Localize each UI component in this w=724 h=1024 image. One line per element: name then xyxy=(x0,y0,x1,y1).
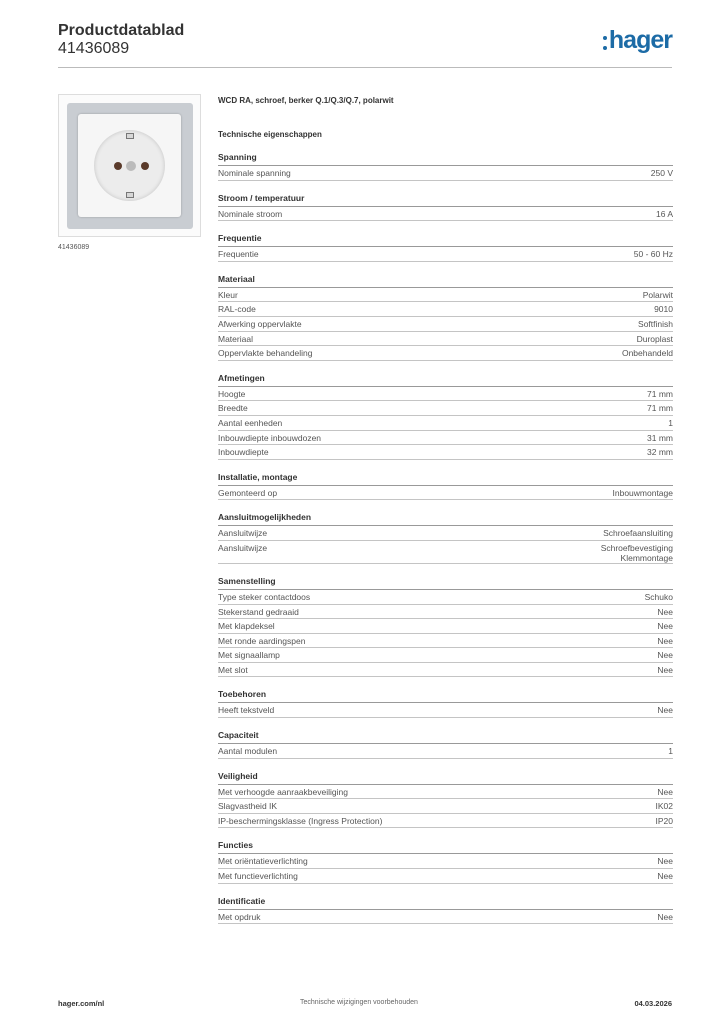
spec-row xyxy=(218,166,673,181)
spec-value-line: Nee xyxy=(657,871,673,882)
spec-label: Slagvastheid IK xyxy=(218,801,278,812)
center-screw-icon xyxy=(126,161,136,171)
spec-section xyxy=(218,840,673,883)
spec-row xyxy=(218,387,673,402)
spec-row xyxy=(218,814,673,829)
spec-label: Nominale stroom xyxy=(218,208,283,219)
spec-value-line: 31 mm xyxy=(647,432,673,443)
spec-value xyxy=(651,168,673,178)
spec-value-line: IP20 xyxy=(655,815,673,826)
spec-label: Breedte xyxy=(218,403,248,414)
spec-row xyxy=(218,541,673,564)
spec-value-line: Schuko xyxy=(644,591,673,602)
section-title: Samenstelling xyxy=(218,576,673,590)
spec-row xyxy=(218,634,673,649)
section-title: Installatie, montage xyxy=(218,472,673,486)
spec-row xyxy=(218,445,673,460)
spec-value xyxy=(638,319,673,329)
spec-section xyxy=(218,373,673,460)
spec-value-line: Softfinish xyxy=(638,318,673,329)
spec-value xyxy=(657,621,673,631)
spec-row xyxy=(218,302,673,317)
spec-value-line: 250 V xyxy=(650,168,673,178)
spec-value xyxy=(656,816,674,826)
spec-row xyxy=(218,401,673,416)
spec-section xyxy=(218,193,673,222)
footer-website[interactable]: hager.com/nl xyxy=(58,999,105,1008)
spec-label: Frequentie xyxy=(218,249,259,260)
spec-row xyxy=(218,744,673,759)
spec-label: Aansluitwijze xyxy=(218,528,268,539)
spec-value-line: Nee xyxy=(657,911,673,922)
spec-value xyxy=(637,334,673,344)
header-divider xyxy=(58,67,672,68)
spec-row xyxy=(218,317,673,332)
spec-value-line: Polarwit xyxy=(642,289,673,300)
section-title: Toebehoren xyxy=(218,689,673,703)
spec-value-line: Nee xyxy=(657,621,673,632)
spec-value-line: Nee xyxy=(657,635,673,646)
spec-value xyxy=(656,209,673,219)
product-image xyxy=(58,94,201,237)
spec-row xyxy=(218,619,673,634)
spec-label: Kleur xyxy=(218,289,238,300)
spec-value xyxy=(657,607,673,617)
spec-value xyxy=(613,488,674,498)
spec-value xyxy=(654,304,673,314)
spec-row xyxy=(218,416,673,431)
spec-value xyxy=(656,801,674,811)
spec-value-line: 1 xyxy=(668,746,673,757)
spec-section xyxy=(218,472,673,501)
spec-row xyxy=(218,648,673,663)
spec-row xyxy=(218,703,673,718)
spec-value xyxy=(634,249,673,259)
spec-value-line: 1 xyxy=(668,417,673,428)
pin-hole-icon xyxy=(114,162,122,170)
spec-value xyxy=(657,871,673,881)
spec-label: Stekerstand gedraaid xyxy=(218,606,299,617)
image-caption: 41436089 xyxy=(58,244,90,251)
section-title: Afmetingen xyxy=(218,373,673,387)
spec-value-line: 9010 xyxy=(654,304,673,315)
spec-row xyxy=(218,785,673,800)
footer-date: 04.03.2026 xyxy=(634,999,672,1008)
spec-value-line: 71 mm xyxy=(647,403,673,414)
spec-label: Aantal eenheden xyxy=(218,417,283,428)
spec-row xyxy=(218,207,673,222)
spec-value xyxy=(647,433,673,443)
section-title: Stroom / temperatuur xyxy=(218,193,673,207)
section-title: Aansluitmogelijkheden xyxy=(218,512,673,526)
logo-text: hager xyxy=(608,26,672,54)
spec-value-line: Nee xyxy=(657,856,673,867)
spec-label: Met slot xyxy=(218,664,248,675)
tech-heading: Technische eigenschappen xyxy=(218,130,322,139)
spec-value xyxy=(657,856,673,866)
spec-row xyxy=(218,590,673,605)
spec-value-line: Schroefbevestiging xyxy=(600,542,673,553)
spec-value-line: Nee xyxy=(657,664,673,675)
footer-disclaimer: Technische wijzigingen voorbehouden xyxy=(300,999,418,1006)
product-description: WCD RA, schroef, berker Q.1/Q.3/Q.7, polarwit xyxy=(218,96,394,105)
spec-value-line: Nee xyxy=(657,705,673,716)
spec-value xyxy=(668,746,673,756)
spec-section xyxy=(218,512,673,564)
spec-label: Heeft tekstveld xyxy=(218,705,275,716)
spec-value-line: 71 mm xyxy=(647,388,673,399)
spec-label: Met klapdeksel xyxy=(218,621,275,632)
spec-value xyxy=(603,528,673,538)
spec-row xyxy=(218,869,673,884)
spec-value-line: Nee xyxy=(657,786,673,797)
spec-row xyxy=(218,431,673,446)
spec-value xyxy=(647,403,673,413)
spec-label: Aantal modulen xyxy=(218,746,278,757)
spec-label: Met signaallamp xyxy=(218,650,280,661)
spec-value-line: Klemmontage xyxy=(620,552,673,563)
spec-value-line: Nee xyxy=(657,606,673,617)
spec-value xyxy=(601,543,673,563)
spec-value-line: Schroefaansluiting xyxy=(603,528,673,539)
spec-label: Met functieverlichting xyxy=(218,871,298,882)
spec-value xyxy=(622,348,673,358)
spec-value xyxy=(647,389,673,399)
spec-label: Afwerking oppervlakte xyxy=(218,318,302,329)
section-title: Materiaal xyxy=(218,274,673,288)
section-title: Functies xyxy=(218,840,673,854)
spec-label: RAL-code xyxy=(218,304,256,315)
section-title: Frequentie xyxy=(218,233,673,247)
spec-sections xyxy=(218,152,673,924)
spec-section xyxy=(218,233,673,262)
spec-row xyxy=(218,799,673,814)
ground-clip-icon xyxy=(126,133,134,139)
spec-section xyxy=(218,152,673,181)
spec-value-line: 50 - 60 Hz xyxy=(633,249,673,260)
spec-value-line: Onbehandeld xyxy=(621,348,673,359)
spec-label: Nominale spanning xyxy=(218,168,291,178)
pin-hole-icon xyxy=(141,162,149,170)
spec-label: Type steker contactdoos xyxy=(218,591,311,602)
spec-value xyxy=(657,787,673,797)
section-title: Veiligheid xyxy=(218,771,673,785)
spec-value xyxy=(647,447,673,457)
spec-label: Gemonteerd op xyxy=(218,487,278,498)
spec-label: Met verhoogde aanraakbeveiliging xyxy=(218,786,348,797)
spec-value xyxy=(657,912,673,922)
product-number: 41436089 xyxy=(58,40,130,57)
spec-row xyxy=(218,288,673,303)
spec-value-line: 32 mm xyxy=(647,447,673,458)
spec-label: Inbouwdiepte inbouwdozen xyxy=(218,432,322,443)
spec-row xyxy=(218,247,673,262)
spec-value-line: IK02 xyxy=(655,801,673,812)
page-title: Productdatablad xyxy=(58,22,185,39)
spec-row xyxy=(218,605,673,620)
spec-value-line: Inbouwmontage xyxy=(612,487,673,498)
spec-value xyxy=(657,705,673,715)
spec-label: Inbouwdiepte xyxy=(218,447,269,458)
spec-label: Met opdruk xyxy=(218,911,261,922)
section-title: Capaciteit xyxy=(218,730,673,744)
spec-row xyxy=(218,854,673,869)
spec-row xyxy=(218,346,673,361)
spec-section xyxy=(218,730,673,759)
spec-value-line: Nee xyxy=(657,650,673,661)
spec-section xyxy=(218,274,673,361)
spec-section xyxy=(218,576,673,678)
spec-label: Hoogte xyxy=(218,388,246,399)
spec-value xyxy=(643,290,673,300)
spec-label: Oppervlakte behandeling xyxy=(218,348,313,359)
spec-row xyxy=(218,332,673,347)
hager-logo xyxy=(603,28,672,53)
spec-section xyxy=(218,771,673,829)
spec-label: Materiaal xyxy=(218,333,253,344)
spec-value-line: 16 A xyxy=(655,208,673,219)
section-title: Identificatie xyxy=(218,896,673,910)
spec-label: IP-beschermingsklasse (Ingress Protection) xyxy=(218,815,383,826)
spec-label: Met ronde aardingspen xyxy=(218,635,306,646)
ground-clip-icon xyxy=(126,192,134,198)
spec-value-line: Duroplast xyxy=(636,333,673,344)
spec-label: Met oriëntatieverlichting xyxy=(218,856,308,867)
spec-row xyxy=(218,526,673,541)
spec-row xyxy=(218,910,673,925)
spec-value xyxy=(668,418,673,428)
spec-value xyxy=(657,636,673,646)
spec-content xyxy=(218,96,673,936)
spec-value xyxy=(645,592,673,602)
spec-section xyxy=(218,689,673,718)
spec-section xyxy=(218,896,673,925)
spec-value xyxy=(657,665,673,675)
spec-value xyxy=(657,650,673,660)
logo-colon-icon xyxy=(603,36,607,50)
spec-row xyxy=(218,486,673,501)
spec-row xyxy=(218,663,673,678)
spec-label: Aansluitwijze xyxy=(218,542,268,553)
section-title: Spanning xyxy=(218,152,673,166)
